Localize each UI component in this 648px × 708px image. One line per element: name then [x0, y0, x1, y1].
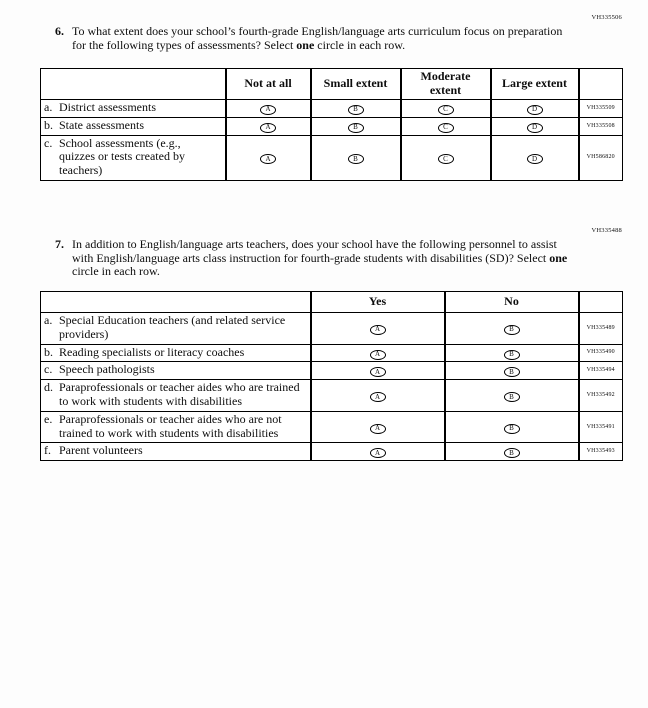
answer-bubble[interactable]: A — [260, 154, 276, 164]
answer-bubble[interactable]: A — [370, 367, 386, 377]
prompt-bold-word: one — [549, 250, 568, 265]
row-label-text: Paraprofessionals or teacher aides who are trained to work with students with disabilities — [59, 380, 300, 408]
table-row — [41, 312, 623, 344]
answer-cell — [311, 443, 445, 461]
answer-bubble[interactable]: B — [504, 367, 520, 377]
question-6-response-table — [40, 68, 623, 181]
answer-bubble[interactable]: B — [348, 105, 364, 115]
column-header: Not at all — [226, 69, 311, 100]
answer-bubble[interactable]: B — [504, 424, 520, 434]
answer-bubble[interactable]: A — [370, 325, 386, 335]
table-row — [41, 117, 623, 135]
row-label-cell — [41, 117, 226, 135]
prompt-lead: In addition to English/language arts teachers, does your school have the following personnel to assist with English/language arts class instruction for fourth-grade students with disabilities (SD)? Select — [72, 236, 557, 265]
row-letter: f. — [44, 443, 51, 458]
question-6-code: VH335506 — [591, 14, 622, 21]
row-label-text: District assessments — [59, 99, 156, 114]
column-header: Yes — [311, 291, 445, 312]
answer-cell — [311, 362, 445, 380]
question-text — [72, 25, 577, 52]
answer-cell — [226, 99, 311, 117]
answer-cell — [311, 411, 445, 443]
answer-bubble[interactable]: B — [348, 123, 364, 133]
question-7-prompt — [40, 238, 622, 279]
prompt-lead: To what extent does your school’s fourth-grade English/language arts curriculum focus on preparation for the following types of assessments? Select — [72, 24, 563, 52]
row-label-text: Reading specialists or literacy coaches — [59, 344, 245, 359]
answer-bubble[interactable]: B — [504, 325, 520, 335]
answer-cell — [445, 344, 579, 362]
row-label-text: Speech pathologists — [59, 362, 155, 377]
row-label-cell — [41, 99, 226, 117]
answer-bubble[interactable]: D — [527, 105, 543, 115]
table-row — [41, 362, 623, 380]
answer-bubble[interactable]: A — [370, 350, 386, 360]
row-code: VH335489 — [579, 312, 623, 344]
row-label-cell — [41, 312, 311, 344]
table-header-row — [41, 69, 623, 100]
row-code: VH335491 — [579, 411, 623, 443]
row-letter: b. — [44, 117, 53, 132]
table-row — [41, 380, 623, 412]
answer-bubble[interactable]: B — [504, 350, 520, 360]
answer-cell — [445, 312, 579, 344]
answer-cell — [311, 312, 445, 344]
row-letter: c. — [44, 135, 53, 150]
question-7-response-table — [40, 291, 623, 461]
table-row — [41, 99, 623, 117]
answer-cell — [311, 135, 401, 180]
answer-bubble[interactable]: C — [438, 105, 454, 115]
row-code: VH335492 — [579, 380, 623, 412]
row-letter: a. — [44, 312, 53, 327]
row-letter: c. — [44, 362, 53, 377]
row-code: VH335508 — [579, 117, 623, 135]
answer-cell — [401, 117, 491, 135]
row-label-cell — [41, 443, 311, 461]
answer-cell — [445, 443, 579, 461]
question-text — [72, 238, 577, 279]
row-code: VH335494 — [579, 362, 623, 380]
answer-cell — [445, 411, 579, 443]
column-header: Small extent — [311, 69, 401, 100]
row-label-cell — [41, 344, 311, 362]
answer-cell — [401, 99, 491, 117]
row-label-text: Special Education teachers (and related service providers) — [59, 312, 286, 341]
answer-bubble[interactable]: A — [260, 123, 276, 133]
table-row — [41, 411, 623, 443]
row-label-cell — [41, 380, 311, 412]
answer-bubble[interactable]: B — [504, 392, 520, 402]
answer-bubble[interactable]: C — [438, 123, 454, 133]
question-6 — [40, 14, 622, 181]
prompt-tail: circle in each row. — [314, 37, 406, 52]
table-corner-cell — [41, 69, 226, 100]
question-number: 6. — [55, 24, 64, 38]
row-letter: a. — [44, 99, 53, 114]
table-row — [41, 135, 623, 180]
row-letter: e. — [44, 411, 53, 426]
row-code: VH586820 — [579, 135, 623, 180]
question-number: 7. — [55, 236, 64, 251]
answer-bubble[interactable]: A — [260, 105, 276, 115]
row-label-text: State assessments — [59, 117, 144, 132]
answer-cell — [311, 99, 401, 117]
table-row — [41, 344, 623, 362]
answer-cell — [401, 135, 491, 180]
question-6-prompt — [40, 25, 622, 52]
answer-bubble[interactable]: A — [370, 392, 386, 402]
answer-cell — [311, 380, 445, 412]
table-corner-cell — [41, 291, 311, 312]
question-7 — [40, 227, 622, 461]
answer-bubble[interactable]: B — [504, 448, 520, 458]
answer-bubble[interactable]: D — [527, 123, 543, 133]
answer-bubble[interactable]: B — [348, 154, 364, 164]
row-code: VH335493 — [579, 443, 623, 461]
row-label-cell — [41, 362, 311, 380]
answer-cell — [311, 344, 445, 362]
answer-cell — [491, 99, 579, 117]
answer-cell — [445, 380, 579, 412]
row-letter: b. — [44, 344, 53, 359]
answer-bubble[interactable]: C — [438, 154, 454, 164]
answer-cell — [491, 135, 579, 180]
row-label-text: Paraprofessionals or teacher aides who are not trained to work with students with disabilities — [59, 411, 282, 440]
answer-cell — [311, 117, 401, 135]
table-row — [41, 443, 623, 461]
answer-bubble[interactable]: A — [370, 424, 386, 434]
prompt-tail: circle in each row. — [72, 264, 160, 279]
answer-cell — [445, 362, 579, 380]
column-header: No — [445, 291, 579, 312]
prompt-bold-word: one — [296, 37, 315, 52]
question-7-code: VH335488 — [591, 226, 622, 234]
answer-cell — [226, 135, 311, 180]
code-column-header — [579, 291, 623, 312]
table-header-row — [41, 291, 623, 312]
row-letter: d. — [44, 380, 53, 395]
answer-cell — [491, 117, 579, 135]
answer-bubble[interactable]: D — [527, 154, 543, 164]
row-code: VH335490 — [579, 344, 623, 362]
row-label-text: School assessments (e.g., quizzes or tests created by teachers) — [59, 135, 185, 178]
row-label-cell — [41, 135, 226, 180]
code-column-header — [579, 69, 623, 100]
answer-bubble[interactable]: A — [370, 448, 386, 458]
column-header: Large extent — [491, 69, 579, 100]
answer-cell — [226, 117, 311, 135]
column-header: Moderate extent — [401, 69, 491, 100]
row-label-text: Parent volunteers — [59, 443, 143, 458]
row-code: VH335509 — [579, 99, 623, 117]
row-label-cell — [41, 411, 311, 443]
